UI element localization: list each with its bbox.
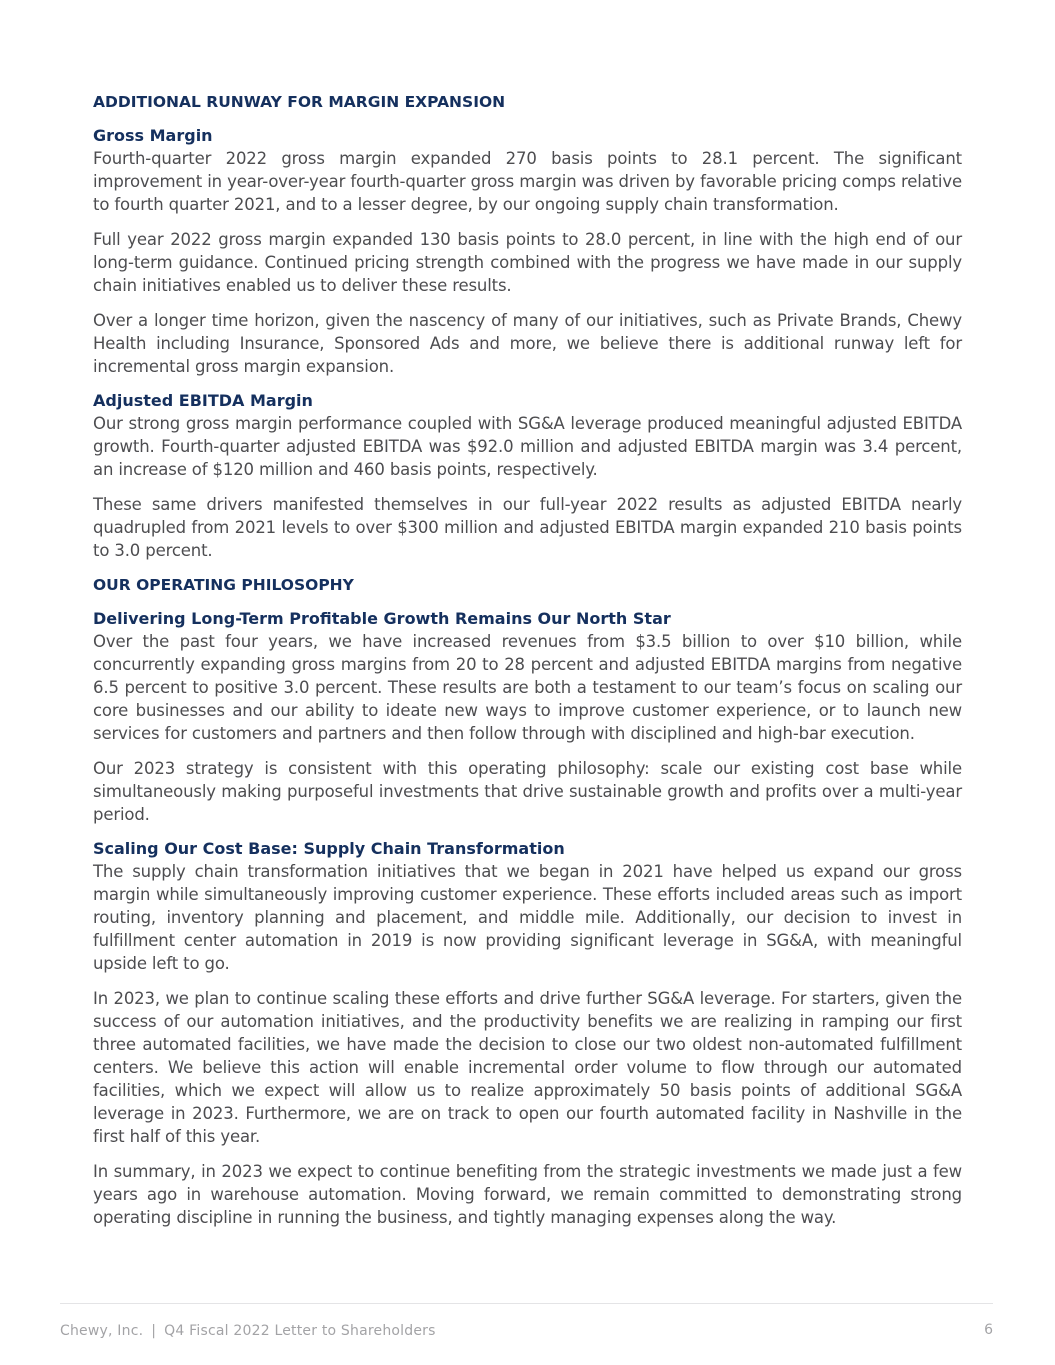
paragraph-ebitda-full-year: These same drivers manifested themselves in our full-year 2022 results as adjusted EBITDA nearly quadrupled from 2021 levels to over $300 million and adjusted EBITDA margin expanded 210 basis points to 3.0 percent. [93,495,962,560]
paragraph-gross-margin-q4: Fourth-quarter 2022 gross margin expanded 270 basis points to 28.1 percent. The significant improvement in year-over-year fourth-quarter gross margin was driven by favorable pricing comps relative to fourth quarter 2021, and to a lesser degree, by our ongoing supply chain transformation. [93,149,962,214]
subheading-supply-chain: Scaling Our Cost Base: Supply Chain Transformation [93,839,565,858]
footer-separator: | [151,1323,157,1339]
subheading-gross-margin: Gross Margin [93,126,213,145]
paragraph-supply-chain-initiatives: The supply chain transformation initiatives that we began in 2021 have helped us expand our gross margin while simultaneously improving customer experience. These efforts included areas such as import routing, inventory planning and placement, and middle mile. Additionally, our decision to invest in fulfillment center automation in 2019 is now providing significant leverage in SG&A, with meaningful upside left to go. [93,862,962,973]
footer-divider [60,1303,993,1304]
footer-company: Chewy, Inc. [60,1323,144,1339]
page-number: 6 [984,1322,993,1338]
letter-body [93,91,962,1241]
paragraph-summary: In summary, in 2023 we expect to continue benefiting from the strategic investments we made just a few years ago in warehouse automation. Moving forward, we remain committed to demonstrating strong operating discipline in running the business, and tightly managing expenses along the way. [93,1162,962,1227]
paragraph-four-year-growth: Over the past four years, we have increased revenues from $3.5 billion to over $10 billion, while concurrently expanding gross margins from 20 to 28 percent and adjusted EBITDA margins from negative 6.5 percent to positive 3.0 percent. These results are both a testament to our team’s focus on scaling our core businesses and our ability to ideate new ways to improve customer experience, or to launch new services for customers and partners and then follow through with disciplined and high-bar execution. [93,632,962,743]
subheading-adjusted-ebitda-margin: Adjusted EBITDA Margin [93,391,313,410]
paragraph-ebitda-q4: Our strong gross margin performance coupled with SG&A leverage produced meaningful adjusted EBITDA growth. Fourth-quarter adjusted EBITDA was $92.0 million and adjusted EBITDA margin was 3.4 percent, an increase of $120 million and 460 basis points, respectively. [93,414,962,479]
paragraph-2023-strategy: Our 2023 strategy is consistent with this operating philosophy: scale our existing cost base while simultaneously making purposeful investments that drive sustainable growth and profits over a multi-year period. [93,759,962,824]
section-heading-operating-philosophy: OUR OPERATING PHILOSOPHY [93,576,354,594]
footer-document-title: Q4 Fiscal 2022 Letter to Shareholders [164,1323,436,1339]
subheading-north-star: Delivering Long-Term Profitable Growth Remains Our North Star [93,609,671,628]
footer-document-label [60,1323,436,1339]
paragraph-gross-margin-full-year: Full year 2022 gross margin expanded 130 basis points to 28.0 percent, in line with the high end of our long-term guidance. Continued pricing strength combined with the progress we have made in our supply chain initiatives enabled us to deliver these results. [93,230,962,295]
paragraph-gross-margin-runway: Over a longer time horizon, given the nascency of many of our initiatives, such as Private Brands, Chewy Health including Insurance, Sponsored Ads and more, we believe there is additional runway left for incremental gross margin expansion. [93,311,962,376]
section-heading-margin-expansion: ADDITIONAL RUNWAY FOR MARGIN EXPANSION [93,93,506,111]
paragraph-automation-2023: In 2023, we plan to continue scaling these efforts and drive further SG&A leverage. For starters, given the success of our automation initiatives, and the productivity benefits we are realizing in ramping our first three automated facilities, we have made the decision to close our two oldest non-automated fulfillment centers. We believe this action will enable incremental order volume to flow through our automated facilities, which we expect will allow us to realize approximately 50 basis points of additional SG&A leverage in 2023. Furthermore, we are on track to open our fourth automated facility in Nashville in the first half of this year. [93,989,962,1146]
